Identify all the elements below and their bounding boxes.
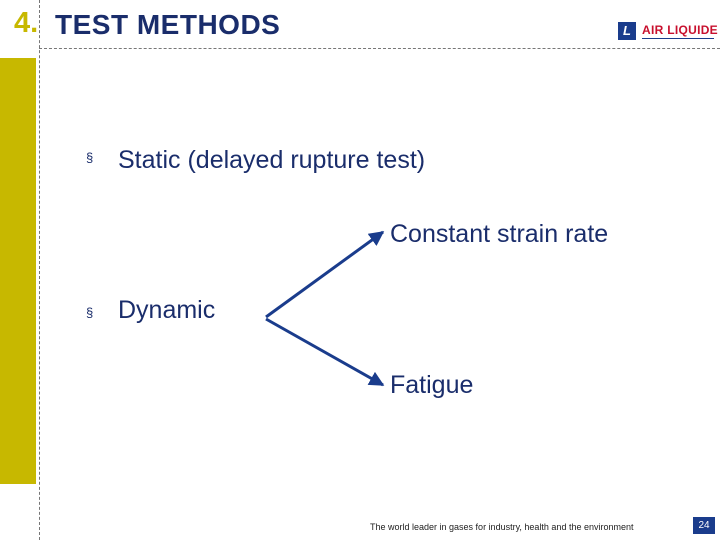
page-number: 24 bbox=[693, 517, 715, 534]
section-number: 4. bbox=[14, 7, 39, 39]
branch-fatigue: Fatigue bbox=[390, 371, 474, 399]
branch-constant-strain-rate: Constant strain rate bbox=[390, 220, 609, 248]
arrow-to-fatigue bbox=[266, 319, 383, 385]
slide-title: TEST METHODS bbox=[55, 9, 281, 40]
arrow-to-constant-strain-rate bbox=[266, 232, 383, 317]
logo-mark-icon: L bbox=[618, 22, 636, 40]
bullet-static: Static (delayed rupture test) bbox=[118, 146, 426, 174]
footer-tagline: The world leader in gases for industry, health and the environment bbox=[370, 522, 634, 532]
bullet-marker: § bbox=[86, 150, 94, 165]
bullet-marker: § bbox=[86, 305, 94, 320]
bullet-dynamic: Dynamic bbox=[118, 296, 216, 324]
logo-text: AIR LIQUIDE bbox=[642, 23, 718, 37]
